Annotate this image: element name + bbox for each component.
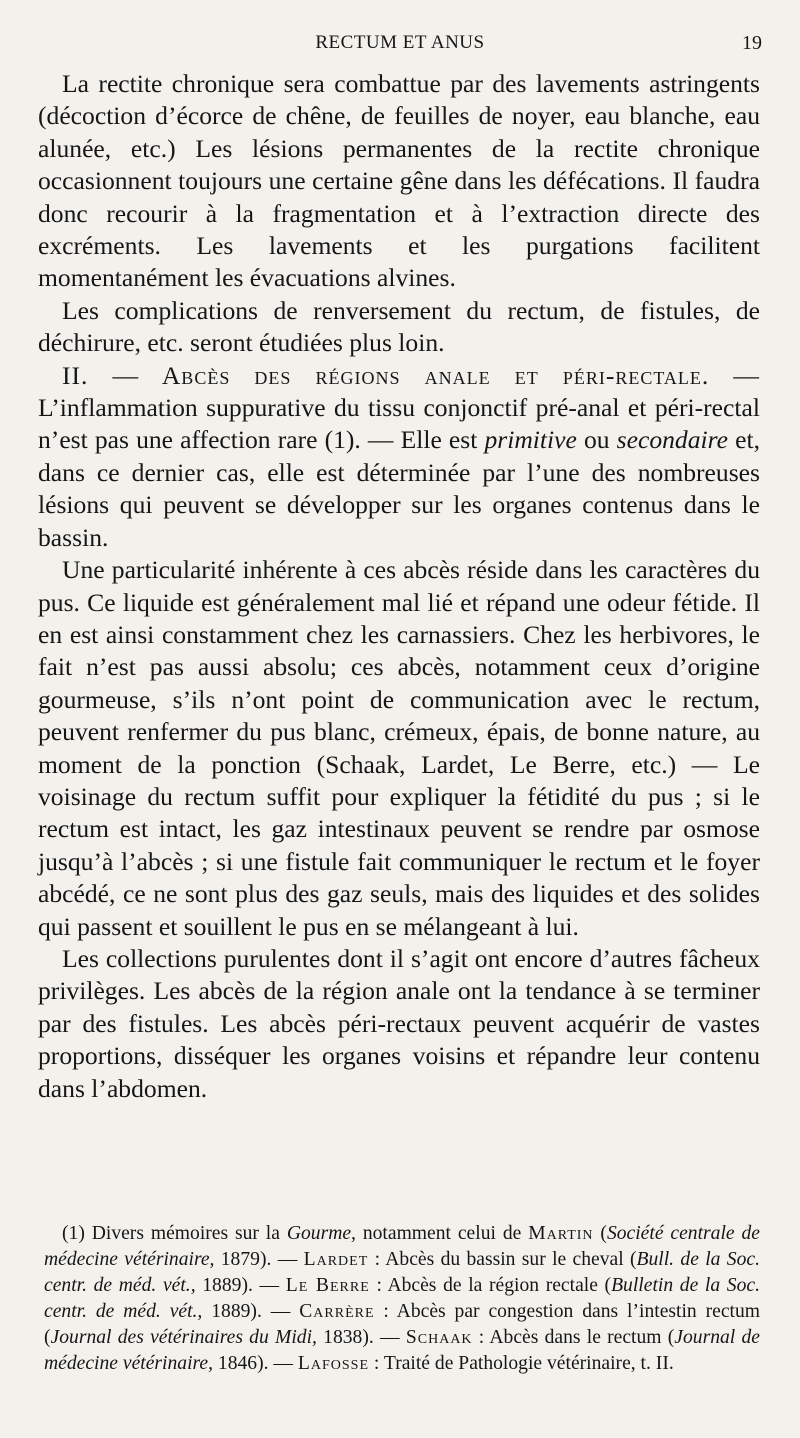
fn-author: Martin bbox=[528, 1223, 594, 1244]
fn-author: Le Berre bbox=[285, 1275, 370, 1296]
fn-text: : Traité de Pathologie vétérinaire, t. II. bbox=[369, 1353, 674, 1374]
fn-text: 1889). — bbox=[202, 1301, 300, 1322]
text-run: ou bbox=[576, 425, 617, 455]
fn-title: Journal de médecine vétérinaire, bbox=[44, 1327, 760, 1374]
fn-text: : Abcès dans le rectum ( bbox=[472, 1327, 675, 1348]
fn-author: Carrère bbox=[299, 1301, 375, 1322]
emphasis-secondaire: secondaire bbox=[616, 425, 729, 455]
fn-title: Journal des vétérinaires du Midi, bbox=[50, 1327, 317, 1348]
fn-text: : Abcès par congestion dans l’intestin rectum ( bbox=[44, 1301, 760, 1348]
text-run: L’inflammation suppurative du tissu conjonctif pré-anal et péri-rectal n’est pas une affection rare (1). — Elle est bbox=[38, 393, 760, 455]
fn-text: (1) Divers mémoires sur la bbox=[62, 1223, 287, 1244]
paragraph-complications: Les complications de renversement du rectum, de fistules, de déchirure, etc. seront étudiées plus loin. bbox=[38, 295, 760, 358]
paragraph-pus-characteristics: Une particularité inhérente à ces abcès réside dans les caractères du pus. Ce liquide est généralement mal lié et répand une odeur fétide. Il en est ainsi constamment chez les carnassiers. Chez les herbivores, le fait n’est pas aussi absolu; ces abcès, notamment ceux d’origine gourmeuse, s’ils n’ont point de communication avec le rectum, peuvent renfermer du pus blanc, crémeux, épais, de bonne nature, au moment de la ponction (Schaak, Lardet, Le Berre, etc.) — Le voisinage du rectum suffit pour expliquer la fétidité du pus ; si le rectum est intact, les gaz intestinaux peuvent se rendre par osmose jusqu’à l’abcès ; si une fistule fait communiquer le rectum et le foyer abcédé, ce ne sont plus des gaz seuls, mais des liquides et des solides qui passent et souillent le pus en se mélangeant à lui. bbox=[38, 555, 760, 941]
running-title: RECTUM ET ANUS bbox=[315, 32, 485, 53]
emphasis-primitive: primitive bbox=[484, 425, 577, 455]
fn-text: : Abcès du bassin sur le cheval ( bbox=[368, 1249, 637, 1270]
fn-text: 1846). — bbox=[213, 1353, 298, 1374]
footnote-block bbox=[44, 1221, 760, 1377]
text-run: et, dans ce dernier cas, elle est déterminée par l’une des nombreuses lésions qui peuvent se développer sur les organes contenus dans le bassin. bbox=[38, 425, 760, 552]
fn-author: Schaak bbox=[405, 1327, 473, 1348]
fn-title: Bull. de la Soc. centr. de méd. vét., bbox=[44, 1249, 760, 1296]
fn-text: ( bbox=[593, 1223, 607, 1244]
fn-text: 1879). — bbox=[214, 1249, 304, 1270]
paragraph-complications-abces: Les collections purulentes dont il s’agit ont encore d’autres fâcheux privilèges. Les abcès de la région anale ont la tendance à se terminer par des fistules. Les abcès péri-rectaux peuvent acquérir de vastes proportions, disséquer les organes voisins et répandre leur contenu dans l’abdomen. bbox=[38, 943, 760, 1103]
fn-text: notamment celui de bbox=[355, 1223, 529, 1244]
fn-author: Lafosse bbox=[297, 1353, 370, 1374]
main-text bbox=[38, 68, 760, 1105]
paragraph-rectite-treatment: La rectite chronique sera combattue par des lavements astringents (décoction d’écorce de chêne, de feuilles de noyer, eau blanche, eau alunée, etc.) Les lésions permanentes de la rectite chronique occasionnent toujours une certaine gêne dans les défécations. Il faudra donc recourir à la fragmentation et à l’extraction directe des excréments. Les lavements et les purgations facilitent momentanément les évacuations alvines. bbox=[38, 69, 760, 293]
footnote-1 bbox=[44, 1221, 760, 1377]
fn-author: Lardet bbox=[303, 1249, 369, 1270]
fn-text: 1889). — bbox=[195, 1275, 286, 1296]
page-header bbox=[38, 32, 762, 62]
section-heading: II. — Abcès des régions anale et péri-rectale. — bbox=[62, 360, 760, 390]
fn-text: 1838). — bbox=[316, 1327, 406, 1348]
fn-title: Gourme, bbox=[286, 1223, 356, 1244]
paragraph-abces-intro bbox=[38, 360, 760, 554]
fn-title: Société centrale de médecine vétérinaire, bbox=[44, 1223, 760, 1270]
fn-title: Bulletin de la Soc. centr. de méd. vét., bbox=[44, 1275, 760, 1322]
fn-text: : Abcès de la région rectale ( bbox=[369, 1275, 612, 1296]
page-number: 19 bbox=[742, 32, 762, 54]
